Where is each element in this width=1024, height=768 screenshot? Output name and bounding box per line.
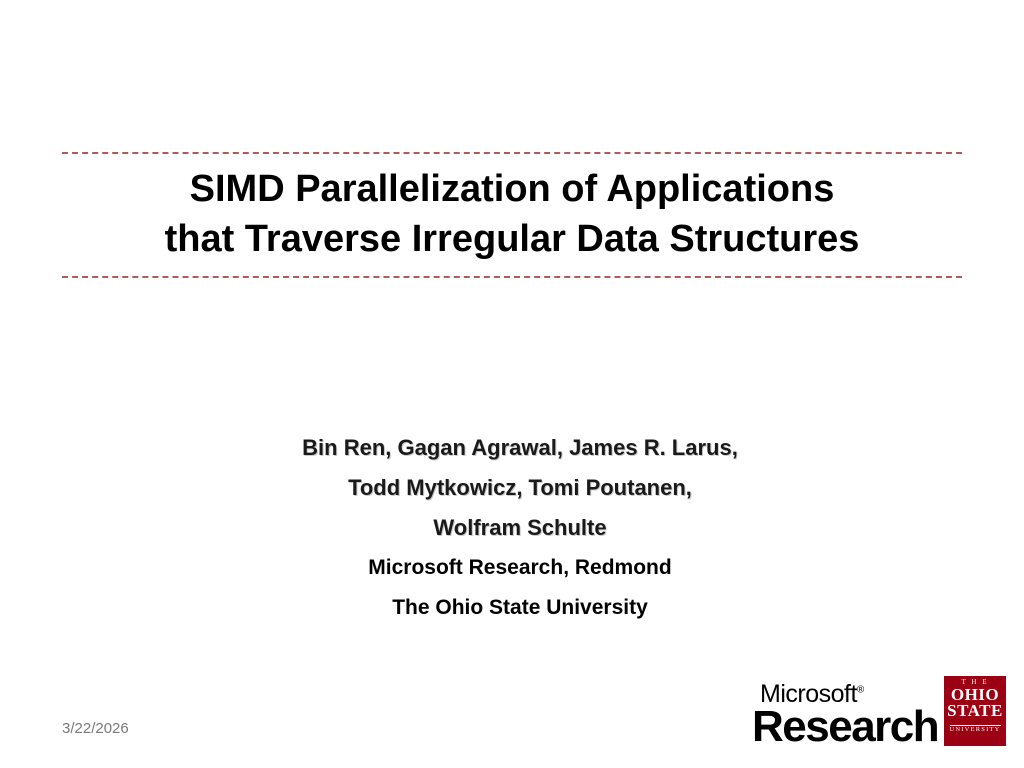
author-line-3: Wolfram Schulte: [433, 515, 607, 540]
slide-date: 3/22/2026: [62, 720, 129, 737]
osu-logo-ohio: OHIO: [950, 685, 1000, 704]
registered-trademark-icon: ®: [856, 684, 864, 696]
ohio-state-university-logo: [944, 676, 1006, 746]
page-title-line-2: that Traverse Irregular Data Structures: [164, 218, 860, 260]
osu-logo-the: T H E: [961, 678, 989, 686]
page-title-line-1: SIMD Parallelization of Applications: [189, 168, 835, 210]
osu-logo-state: STATE: [947, 701, 1003, 720]
affiliation-line-2: The Ohio State University: [392, 596, 648, 619]
slide-title-block: [62, 152, 962, 278]
microsoft-wordmark-text: Microsoft: [760, 680, 857, 708]
authors-block: [140, 428, 900, 628]
osu-logo-university: UNIVERSITY: [949, 726, 1001, 733]
microsoft-research-logo: [752, 682, 944, 749]
affiliation-line-1: Microsoft Research, Redmond: [368, 556, 672, 579]
author-line-1: Bin Ren, Gagan Agrawal, James R. Larus,: [302, 435, 738, 460]
research-wordmark: Research: [752, 702, 939, 751]
author-line-2: Todd Mytkowicz, Tomi Poutanen,: [348, 475, 692, 500]
